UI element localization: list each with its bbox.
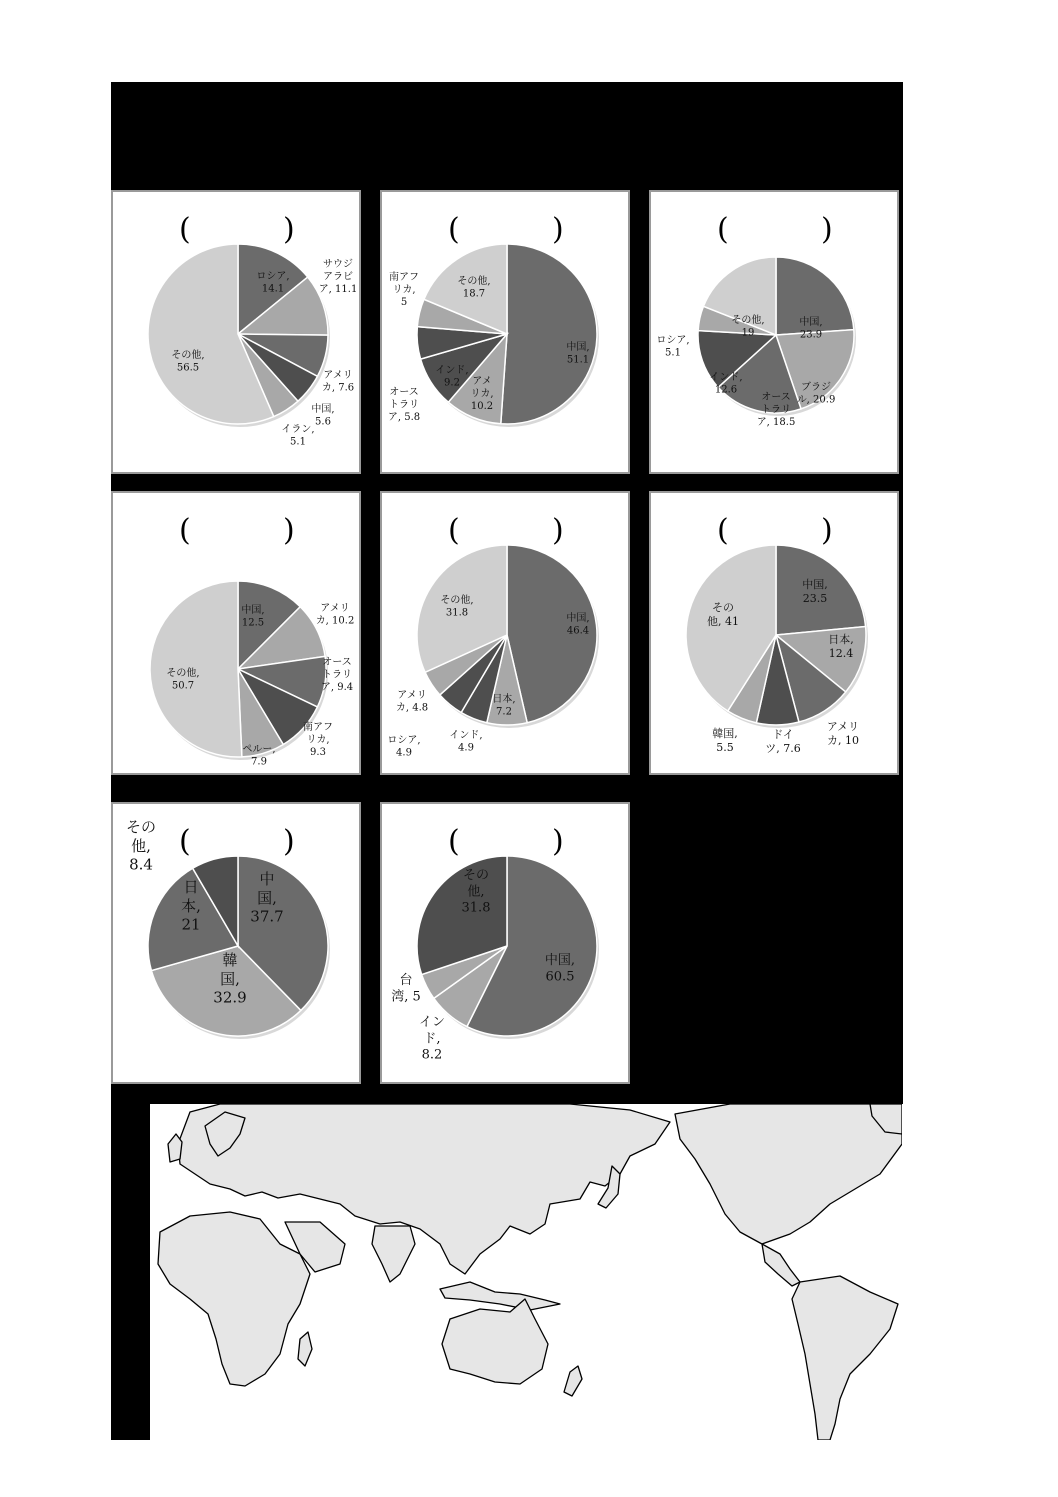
pie-slice [501, 244, 597, 424]
pie-slice-label: その他, 18.7 [457, 276, 491, 300]
central-america [762, 1244, 800, 1286]
pie-panel-8 [380, 802, 630, 1084]
pie-chart-2 [382, 192, 628, 472]
answer-paren-close: ) [283, 513, 295, 548]
pie-chart-8 [382, 804, 628, 1084]
pie-slice-label: ロシア, 14.1 [256, 271, 290, 295]
pie-slice-label: 南アフリカ, 9.3 [303, 722, 333, 758]
se-asia-islands [440, 1282, 560, 1310]
answer-paren-open: ( [179, 513, 191, 548]
pie-slice-label: 台湾, 5 [391, 973, 421, 1005]
header-bar [111, 82, 903, 190]
pie-panel-5 [380, 491, 630, 775]
pie-slice-label: イラン, 5.1 [281, 424, 315, 448]
pie-slice-label: その他, 56.5 [171, 350, 205, 374]
pie-slice-label: ブラジル, 20.9 [796, 382, 836, 406]
pie-slice-label: 中国, 60.5 [544, 953, 576, 985]
map-left-strip [111, 1104, 150, 1440]
pie-slice-label: インド, 8.2 [418, 1015, 446, 1063]
pie-slice-label: サウジアラビア, 11.1 [318, 259, 358, 295]
answer-paren-open: ( [179, 824, 191, 859]
pie-slice-label: その他, 19 [731, 315, 765, 339]
pie-slice-label: 韓国, 5.5 [712, 727, 738, 754]
world-map [150, 1104, 902, 1440]
answer-paren-close: ) [552, 824, 564, 859]
pie-slice-label: その他, 41 [707, 601, 739, 628]
new-zealand [564, 1366, 582, 1396]
pie-slice-label: 中国, 46.4 [566, 613, 590, 637]
pie-panel-6 [649, 491, 899, 775]
pie-slice-label: アメリカ, 10.2 [315, 603, 355, 627]
pie-slice-label: アメリカ, 10.2 [470, 376, 494, 412]
pie-panel-7 [111, 802, 361, 1084]
answer-paren-open: ( [448, 212, 460, 247]
answer-paren-open: ( [448, 824, 460, 859]
answer-paren-close: ) [552, 212, 564, 247]
answer-paren-close: ) [283, 212, 295, 247]
pie-chart-7 [113, 804, 359, 1084]
pie-slice-label: インド, 9.2 [435, 365, 469, 389]
pie-slice-label: ロシア, 4.9 [387, 735, 421, 759]
pie-slice-label: 日本, 12.4 [828, 633, 854, 660]
pie-slice-label: 中国, 23.9 [799, 317, 823, 341]
pie-slice-label: ドイツ, 7.6 [765, 728, 801, 755]
pie-slice-label: 中国, 51.1 [566, 342, 590, 366]
answer-paren-open: ( [448, 513, 460, 548]
pie-slice-label: オーストラリア, 5.8 [387, 387, 421, 423]
pie-slice-label: ペルー, 7.9 [242, 744, 276, 768]
pie-slice-label: 中国, 12.5 [241, 605, 265, 629]
britain [168, 1134, 182, 1162]
madagascar [298, 1332, 312, 1366]
pie-chart-6 [651, 493, 897, 773]
africa [158, 1212, 310, 1386]
north-america [675, 1104, 902, 1244]
pie-slice-label: アメリカ, 4.8 [395, 690, 429, 714]
india [372, 1226, 415, 1282]
answer-paren-open: ( [717, 513, 729, 548]
pie-slice-label: 中国, 23.5 [802, 578, 828, 605]
pie-panel-3 [649, 190, 899, 474]
pie-slice-label: オーストラリア, 9.4 [320, 657, 354, 693]
pie-slice-label: オーストラリア, 18.5 [756, 392, 796, 428]
pie-panel-2 [380, 190, 630, 474]
pie-panel-1 [111, 190, 361, 474]
pie-slice-label: インド, 4.9 [449, 730, 483, 754]
pie-slice-label: その他, 31.8 [461, 868, 491, 916]
pie-slice-label: アメリカ, 10 [826, 720, 860, 747]
pie-slice-label: ロシア, 5.1 [656, 335, 690, 359]
pie-chart-3 [651, 192, 897, 472]
south-america [792, 1276, 898, 1440]
pie-slice-label: その他, 31.8 [440, 595, 474, 619]
pie-slice-label: 韓国, 32.9 [213, 951, 247, 1007]
answer-paren-open: ( [717, 212, 729, 247]
answer-paren-close: ) [552, 513, 564, 548]
world-map-svg [150, 1104, 902, 1440]
pie-slice-label: 中国, 37.7 [250, 870, 284, 926]
pie-chart-5 [382, 493, 628, 773]
pie-chart-4 [113, 493, 359, 773]
pie-chart-1 [113, 192, 359, 472]
pie-slice-label: 日本, 21 [181, 878, 201, 934]
pie-slice-label: 中国, 5.6 [311, 404, 335, 428]
pie-slice-label: アメリカ, 7.6 [321, 370, 355, 394]
answer-paren-close: ) [821, 513, 833, 548]
pie-slice-label: 日本, 7.2 [492, 694, 516, 718]
answer-paren-close: ) [283, 824, 295, 859]
pie-slice-label: その他, 50.7 [166, 668, 200, 692]
australia [442, 1299, 548, 1384]
pie-panel-4 [111, 491, 361, 775]
pie-slice-label: 南アフリカ, 5 [389, 272, 419, 308]
pie-slice-label: その他, 8.4 [125, 818, 157, 874]
pie-slice-label: インド, 12.6 [709, 372, 743, 396]
answer-paren-open: ( [179, 212, 191, 247]
answer-paren-close: ) [821, 212, 833, 247]
